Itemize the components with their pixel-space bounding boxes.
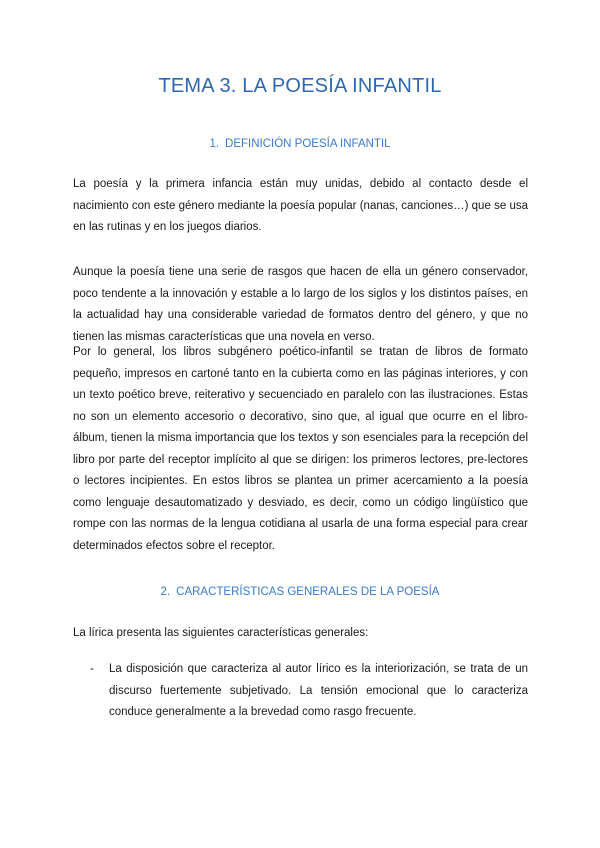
section-title: DEFINICIÓN POESÍA INFANTIL bbox=[225, 138, 391, 150]
paragraph-rasgos-genero: Aunque la poesía tiene una serie de rasgos que hacen de ella un género conservador, poco tendente a la innovación y estable a lo largo de los siglos y los distintos países, en la actualidad hay una considerable variedad de formatos dentro del género, y que no tienen las mismas características que una novela en verso. bbox=[73, 266, 528, 343]
characteristics-list bbox=[73, 659, 528, 724]
section-heading-1 bbox=[0, 138, 600, 150]
document-title: TEMA 3. LA POESÍA INFANTIL bbox=[158, 75, 442, 97]
list-item bbox=[73, 659, 528, 724]
paragraph-libros-poetico-infantil: Por lo general, los libros subgénero poético-infantil se tratan de libros de formato pequeño, impresos en cartoné tanto en la cubierta como en las páginas interiores, y con un texto poético breve, reiterativo y secuenciado en paralelo con las ilustraciones. Estas no son un elemento accesorio o decorativo, sino que, al igual que ocurre en el libro-álbum, tienen la misma importancia que los textos y son esenciales para la recepción del libro por parte del receptor implícito al que se dirigen: los primeros lectores, pre-lectores o lectores incipientes. En estos libros se plantea un primer acercamiento a la poesía como lenguaje desautomatizado y desviado, es decir, como un código lingüístico que rompe con las normas de la lengua cotidiana al usarla de una forma especial para crear determinados efectos sobre el receptor. bbox=[73, 346, 528, 552]
bullet-dash-icon: - bbox=[90, 663, 94, 675]
section-number: 1. bbox=[209, 138, 220, 150]
section-heading-2 bbox=[0, 586, 600, 598]
section-number: 2. bbox=[160, 586, 171, 598]
paragraph-intro-infancia: La poesía y la primera infancia están muy unidas, debido al contacto desde el nacimiento con este género mediante la poesía popular (nanas, canciones…) que se usa en las rutinas y en los juegos diarios. bbox=[73, 178, 528, 233]
paragraph-lirica-intro: La lírica presenta las siguientes características generales: bbox=[73, 627, 369, 639]
section-title: CARACTERÍSTICAS GENERALES DE LA POESÍA bbox=[176, 586, 440, 598]
list-item-text: La disposición que caracteriza al autor lírico es la interiorización, se trata de un discurso fuertemente subjetivado. La tensión emocional que lo caracteriza conduce generalmente a la brevedad como rasgo frecuente. bbox=[109, 663, 528, 718]
